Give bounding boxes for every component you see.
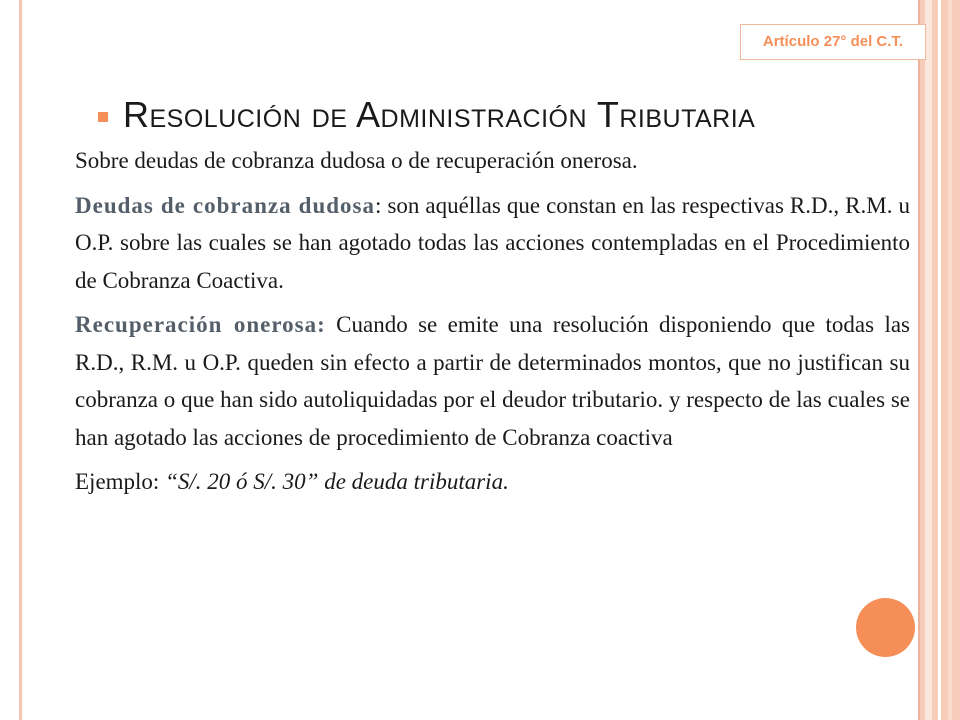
slide-title: Resolución de Administración Tributaria [123, 94, 756, 135]
band-stripe [938, 0, 941, 720]
decorative-circle [856, 598, 915, 657]
title-bullet-icon [98, 112, 108, 122]
slide-body [75, 142, 910, 501]
example-value: “S/. 20 ó S/. 30” de deuda tributaria. [165, 469, 509, 494]
article-reference-badge: Artículo 27° del C.T. [740, 24, 926, 60]
band-stripe [948, 0, 952, 720]
definition-term: Deudas de cobranza dudosa [75, 192, 376, 218]
band-stripe [918, 0, 920, 720]
definition-separator: : [375, 192, 382, 218]
example-paragraph [75, 463, 910, 501]
example-label: Ejemplo: [75, 469, 166, 494]
definition-paragraph [75, 306, 910, 456]
intro-text: Sobre deudas de cobranza dudosa o de recuperación onerosa. [75, 148, 638, 173]
band-stripe [925, 0, 932, 720]
left-border-line [19, 0, 22, 720]
definition-text: son aquéllas que constan en las respectivas R.D., R.M. u O.P. sobre las cuales se han agotado todas las acciones contempladas en el Procedimiento de Cobranza Coactiva. [75, 192, 911, 293]
right-decorative-band [918, 0, 960, 720]
definition-text: Cuando se emite una resolución disponiendo que todas las R.D., R.M. u O.P. queden sin efecto a partir de determinados montos, que no justifican su cobranza o que han sido autoliquidadas por el deudor tributario. y respecto de las cuales se han agotado las acciones de procedimiento de Cobranza coactiva [75, 312, 910, 450]
definition-paragraph [75, 187, 910, 300]
definition-term: Recuperación onerosa: [75, 312, 326, 337]
